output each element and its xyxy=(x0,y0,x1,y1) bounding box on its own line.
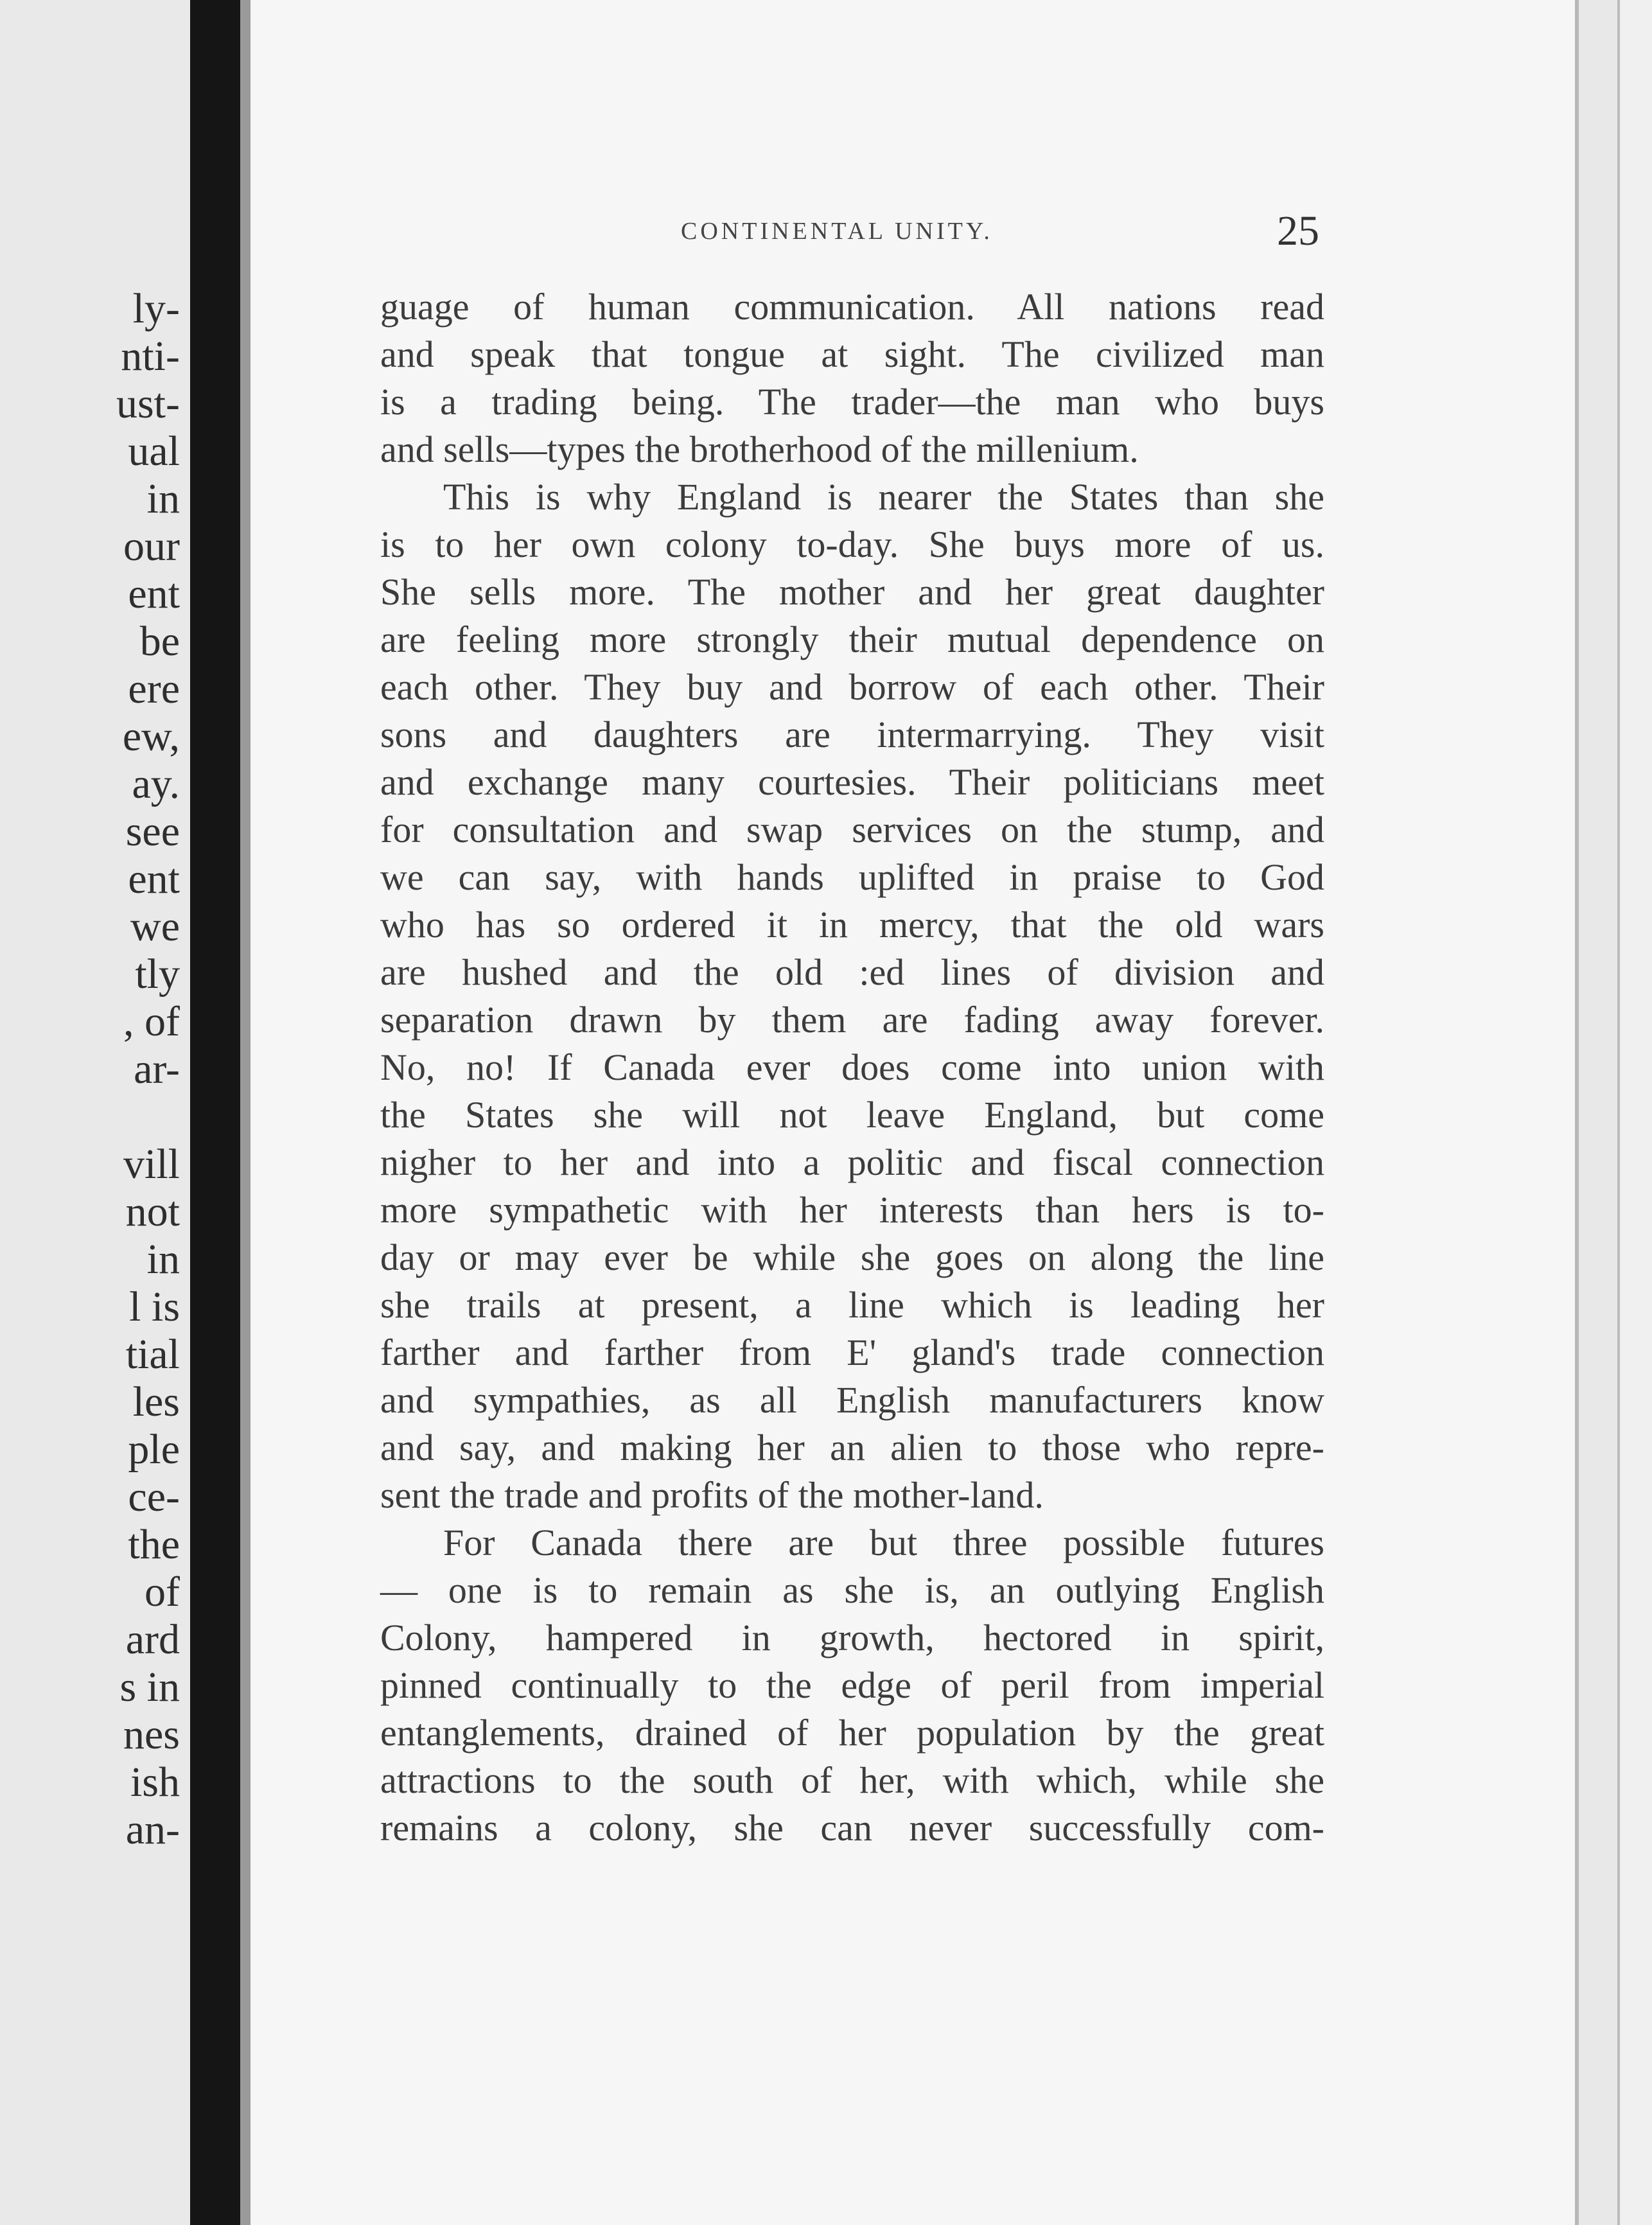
text-line: more sympathetic with her interests than hers is to- xyxy=(380,1189,1324,1231)
facing-page-line: ual xyxy=(128,428,180,475)
facing-page-line: ew, xyxy=(122,713,180,760)
facing-page-line: nti- xyxy=(121,333,180,380)
facing-page-line: not xyxy=(125,1188,180,1235)
text-line: is to her own colony to-day. She buys more of us. xyxy=(380,523,1324,565)
text-line: is a trading being. The trader—the man who buys xyxy=(380,381,1324,423)
book-gutter xyxy=(190,0,240,2225)
text-line: and exchange many courtesies. Their politicians meet xyxy=(380,761,1324,803)
text-line: the States she will not leave England, but come xyxy=(380,1094,1324,1136)
facing-page-line: l is xyxy=(129,1283,180,1330)
page-edge xyxy=(1579,0,1617,2225)
page-edge xyxy=(1620,0,1652,2225)
text-line: she trails at present, a line which is leading her xyxy=(380,1284,1324,1326)
facing-page-line: tly xyxy=(135,951,180,998)
text-line: are feeling more strongly their mutual dependence on xyxy=(380,619,1324,660)
facing-page-line: ce- xyxy=(128,1473,180,1520)
facing-page-line: nes xyxy=(123,1711,180,1758)
text-line: sent the trade and profits of the mother-land. xyxy=(380,1474,1044,1516)
text-line: attractions to the south of her, with which, while she xyxy=(380,1759,1324,1801)
text-line: No, no! If Canada ever does come into union with xyxy=(380,1046,1324,1088)
facing-page-line: of xyxy=(145,1569,180,1615)
facing-page-line: ar- xyxy=(134,1046,180,1093)
text-line: are hushed and the old :ed lines of division and xyxy=(380,951,1324,993)
facing-page-line: in xyxy=(146,1236,180,1283)
text-line: farther and farther from E' gland's trade connection xyxy=(380,1332,1324,1373)
text-line: and speak that tongue at sight. The civilized man xyxy=(380,333,1324,375)
text-line: guage of human communication. All nations read xyxy=(380,286,1324,328)
facing-page-line: les xyxy=(132,1378,180,1425)
facing-page-line: in xyxy=(146,475,180,522)
text-line: and sells—types the brotherhood of the millenium. xyxy=(380,428,1139,470)
facing-page-line: the xyxy=(128,1521,180,1568)
facing-page-line: ay. xyxy=(132,761,180,807)
facing-page xyxy=(0,0,190,2225)
facing-page-line: see xyxy=(125,808,180,855)
text-line: sons and daughters are intermarrying. They visit xyxy=(380,714,1324,755)
text-line: Colony, hampered in growth, hectored in spirit, xyxy=(380,1617,1324,1658)
text-line: — one is to remain as she is, an outlying English xyxy=(380,1569,1324,1611)
facing-page-line: an- xyxy=(125,1806,180,1853)
text-line: pinned continually to the edge of peril from imperial xyxy=(380,1664,1324,1706)
text-line: She sells more. The mother and her great daughter xyxy=(380,571,1324,613)
text-line: nigher to her and into a politic and fiscal connection xyxy=(380,1141,1324,1183)
text-line: and sympathies, as all English manufacturers know xyxy=(380,1379,1324,1421)
facing-page-line: vill xyxy=(123,1141,180,1188)
text-line: separation drawn by them are fading away forever. xyxy=(380,999,1324,1041)
text-line: each other. They buy and borrow of each other. Their xyxy=(380,666,1324,708)
facing-page-line: tial xyxy=(125,1331,180,1378)
facing-page-line: ent xyxy=(128,856,180,902)
facing-page-line: , of xyxy=(123,998,180,1045)
text-line: entanglements, drained of her population by the great xyxy=(380,1712,1324,1754)
facing-page-line: ent xyxy=(128,570,180,617)
facing-page-line: we xyxy=(130,903,180,950)
text-line: day or may ever be while she goes on along the line xyxy=(380,1236,1324,1278)
text-line: remains a colony, she can never successfully com- xyxy=(380,1807,1324,1849)
facing-page-line: ple xyxy=(128,1426,180,1473)
facing-page-line: ere xyxy=(128,665,180,712)
text-line: we can say, with hands uplifted in praise to God xyxy=(380,856,1324,898)
text-line: who has so ordered it in mercy, that the old wars xyxy=(380,904,1324,945)
text-line: For Canada there are but three possible futures xyxy=(443,1522,1324,1563)
running-title: CONTINENTAL UNITY. xyxy=(681,218,993,245)
facing-page-line: be xyxy=(139,618,180,665)
facing-page-line: ish xyxy=(130,1759,180,1806)
facing-page-line: ust- xyxy=(116,380,180,427)
text-line: and say, and making her an alien to those who repre- xyxy=(380,1427,1324,1468)
facing-page-line: ly- xyxy=(132,285,180,332)
page-number: 25 xyxy=(1277,207,1319,254)
facing-page-line: ard xyxy=(125,1616,180,1663)
gutter-shadow xyxy=(240,0,250,2225)
facing-page-line: s in xyxy=(119,1664,180,1711)
facing-page-line: our xyxy=(123,523,180,570)
text-line: This is why England is nearer the States than she xyxy=(443,476,1324,518)
text-line: for consultation and swap services on the stump, and xyxy=(380,809,1324,850)
